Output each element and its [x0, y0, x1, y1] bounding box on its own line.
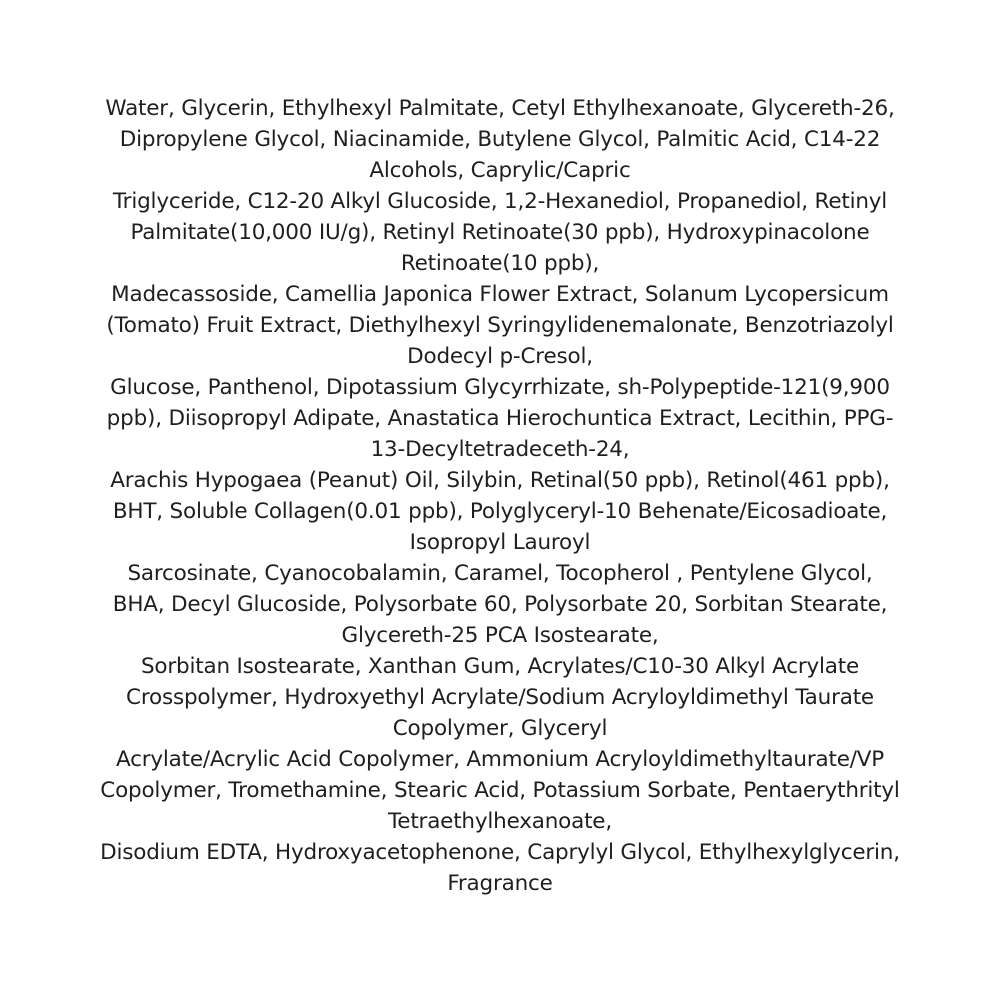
ingredient-paragraph: Glucose, Panthenol, Dipotassium Glycyrrhizate, sh-Polypeptide-121(9,900 ppb), Diisopropyl Adipate, Anastatica Hierochuntica Extract, Lecithin, PPG-13-Decyltetradeceth-24,	[106, 375, 894, 462]
ingredient-paragraph: Acrylate/Acrylic Acid Copolymer, Ammonium Acryloyldimethyltaurate/VP Copolymer, Tromethamine, Stearic Acid, Potassium Sorbate, Pentaerythrityl Tetraethylhexanoate,	[100, 747, 900, 834]
ingredient-paragraph: Water, Glycerin, Ethylhexyl Palmitate, Cetyl Ethylhexanoate, Glycereth-26, Dipropylene Glycol, Niacinamide, Butylene Glycol, Palmitic Acid, C14-22 Alcohols, Caprylic/Capric	[105, 96, 895, 183]
ingredient-paragraph: Sorbitan Isostearate, Xanthan Gum, Acrylates/C10-30 Alkyl Acrylate Crosspolymer, Hydroxyethyl Acrylate/Sodium Acryloyldimethyl Taurate Copolymer, Glyceryl	[126, 654, 874, 741]
ingredient-paragraph: Triglyceride, C12-20 Alkyl Glucoside, 1,2-Hexanediol, Propanediol, Retinyl Palmitate(10,000 IU/g), Retinyl Retinoate(30 ppb), Hydroxypinacolone Retinoate(10 ppb),	[112, 189, 888, 276]
ingredient-paragraph: Sarcosinate, Cyanocobalamin, Caramel, Tocopherol , Pentylene Glycol, BHA, Decyl Glucoside, Polysorbate 60, Polysorbate 20, Sorbitan Stearate, Glycereth-25 PCA Isostearate,	[112, 561, 888, 648]
ingredient-paragraph: Disodium EDTA, Hydroxyacetophenone, Caprylyl Glycol, Ethylhexylglycerin, Fragrance	[100, 840, 900, 896]
ingredient-paragraph: Arachis Hypogaea (Peanut) Oil, Silybin, Retinal(50 ppb), Retinol(461 ppb), BHT, Soluble Collagen(0.01 ppb), Polyglyceryl-10 Behenate/Eicosadioate, Isopropyl Lauroyl	[110, 468, 890, 555]
ingredient-list	[100, 93, 900, 899]
ingredient-paragraph: Madecassoside, Camellia Japonica Flower Extract, Solanum Lycopersicum (Tomato) Fruit Extract, Diethylhexyl Syringylidenemalonate, Benzotriazolyl Dodecyl p-Cresol,	[106, 282, 894, 369]
